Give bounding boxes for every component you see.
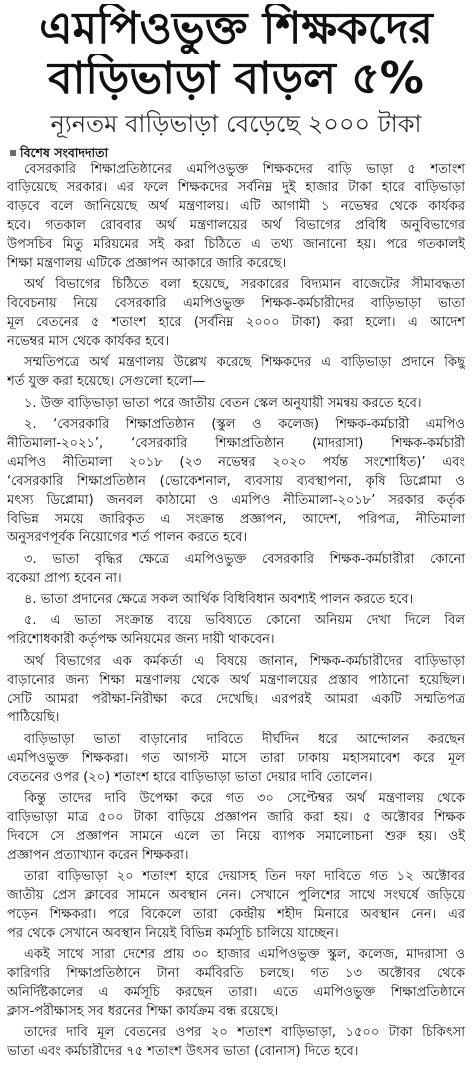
text-line: অর্থ বিভাগের এক কর্মকর্তা এ বিষয়ে জানান, শিক্ষক-কর্মচারীদের বাড়িভাড়া: [24, 653, 465, 669]
headline-line: এমপিওভুক্ত শিক্ষকদের: [39, 4, 433, 54]
text-line: কারিগরি শিক্ষাপ্রতিষ্ঠানে টানা কর্মবিরতি চলছে। গত ১৩ অক্টোবর থেকে: [7, 966, 465, 982]
paragraph: [7, 416, 465, 548]
text-line: পড়েন শিক্ষকরা। পরে বিকেলে তারা কেন্দ্রীয় শহীদ মিনারে অবস্থান নেন। এর: [7, 906, 465, 922]
text-line: অনির্দিষ্টকালের এ কর্মসূচি করছেন তারা। এতে এমপিওভুক্ত শিক্ষাপ্রতিষ্ঠানে: [7, 984, 465, 1000]
text-line: বাড়িভাড়া মাত্র ৫০০ টাকা বাড়িয়ে প্রজ্ঞাপন জারি করা হয়। ৫ অক্টোবর শিক্ষক: [7, 809, 465, 825]
subheadline: ন্যূনতম বাড়িভাড়া বেড়েছে ২০০০ টাকা: [50, 110, 422, 138]
text-line: বিভিন্ন সময়ে জারিকৃত এ সংক্রান্ত প্রজ্ঞাপন, আদেশ, পরিপত্র, নীতিমালা: [7, 511, 465, 527]
text-line: সেটি আমরা পরীক্ষা-নিরীক্ষা করে দেখেছি। এরপরই আমরা একটি সম্মতিপত্র: [7, 691, 465, 707]
text-line: মৎস্য ডিপ্লোমা) জনবল কাঠামো ও এমপিও নীতিমালা-২০১৮’ সরকার কর্তৃক: [7, 492, 465, 508]
text-line: ৪. ভাতা প্রদানের ক্ষেত্রে সকল আর্থিক বিধিবিধান অবশ্যই পালন করতে হবে।: [24, 592, 414, 608]
text-line: অনুসরণপূর্বক নিয়োগের শর্ত পালন করতে হবে।: [7, 530, 248, 546]
text-line: বিবেচনায় নিয়ে বেসরকারি এমপিওভুক্ত শিক্ষক-কর্মচারীদের বাড়িভাড়া ভাতা: [7, 296, 465, 312]
text-line: একই সাথে সারা দেশের প্রায় ৩০ হাজার এমপিওভুক্ত স্কুল, কলেজ, মাদরাসা ও: [24, 947, 465, 963]
paragraph: [7, 790, 465, 866]
paragraph: [7, 276, 465, 352]
text-line: নভেম্বর মাস থেকে কার্যকর হবে।: [7, 334, 170, 350]
paragraph: [7, 161, 465, 274]
text-line: কিন্তু তাদের দাবি উপেক্ষা করে গত ৩০ সেপ্টেম্বর অর্থ মন্ত্রণালয় থেকে: [24, 791, 465, 806]
text-line: জাতীয় প্রেস ক্লাবের সামনে অবস্থান নেন। সেখানে পুলিশের সাথে সংঘর্ষে জড়িয়ে: [7, 887, 465, 903]
text-line: ‘বেসরকারি শিক্ষাপ্রতিষ্ঠান (ভোকেশনাল, ব্যবসায় ব্যবস্থাপনা, কৃষি ডিপ্লোমা ও: [7, 473, 465, 489]
text-line: নীতিমালা-২০২১’, ‘বেসরকারি শিক্ষাপ্রতিষ্ঠান (মাদরাসা) শিক্ষক-কর্মচারী: [7, 435, 465, 451]
square-bullet-icon: [10, 150, 16, 156]
article-body: [7, 161, 465, 1065]
byline-text: বিশেষ সংবাদদাতা: [20, 145, 109, 160]
text-line: বাড়ানোর জন্য শিক্ষা মন্ত্রণালয় থেকে অর্থ মন্ত্রণালয়ের প্রস্তাব পাঠানো হয়েছিল।: [7, 672, 465, 688]
text-line: বাড়বে বলে জানিয়েছে অর্থ মন্ত্রণালয়। এটি আগামী ১ নভেম্বর থেকে কার্যকর: [7, 199, 465, 215]
text-line: ২. ‘বেসরকারি শিক্ষাপ্রতিষ্ঠান (স্কুল ও কলেজ) শিক্ষক-কর্মচারী এমপিও: [24, 417, 465, 433]
text-line: দিবসে সে প্রজ্ঞাপন সামনে এলে তা নিয়ে ব্যাপক সমালোচনা শুরু হয়। ওই: [7, 828, 465, 844]
text-line: অর্থ বিভাগের চিঠিতে বলা হয়েছে, সরকারের বিদ্যমান বাজেটের সীমাবদ্ধতা: [24, 277, 465, 293]
paragraph: [7, 731, 465, 788]
paragraph: [7, 1024, 465, 1062]
text-line: বকেয়া প্রাপ্য হবেন না।: [7, 570, 122, 586]
text-line: হবে। গতকাল রোববার অর্থ মন্ত্রণালয়ের অর্থ বিভাগের প্রবিধি অনুবিভাগের: [7, 218, 465, 234]
text-line: শর্ত যুক্ত করা হয়েছে। সেগুলো হলো—: [7, 374, 206, 390]
text-line: বেসরকারি শিক্ষাপ্রতিষ্ঠানের এমপিওভুক্ত শিক্ষকদের বাড়ি ভাড়া ৫ শতাংশ: [24, 161, 465, 177]
paragraph: [7, 653, 465, 729]
text-line: পর থেকে সেখানে অবস্থান নিয়েই বিভিন্ন কর্মসূচি চালিয়ে যাচ্ছেন।: [7, 925, 339, 941]
byline: [10, 144, 108, 162]
paragraph: [7, 868, 465, 944]
text-line: ১. উক্ত বাড়িভাড়া ভাতা পরে জাতীয় বেতন স্কেল অনুযায়ী সমন্বয় করতে হবে।: [24, 395, 422, 411]
text-line: ৫. এ ভাতা সংক্রান্ত ব্যয়ে ভবিষ্যতে কোনো অনিয়ম দেখা দিলে বিল: [24, 613, 465, 629]
text-line: ৩. ভাতা বৃদ্ধির ক্ষেত্রে এমপিওভুক্ত বেসরকারি শিক্ষক-কর্মচারীরা কোনো: [24, 551, 465, 567]
paragraph: [7, 591, 465, 610]
text-line: ক্লাস-পরীক্ষাসহ সব ধরনের শিক্ষা কার্যক্রম বন্ধ রয়েছে।: [7, 1003, 279, 1019]
text-line: সম্মতিপত্রে অর্থ মন্ত্রণালয় উল্লেখ করেছে শিক্ষকদের এ বাড়িভাড়া প্রদানে কিছু: [24, 355, 465, 371]
text-line: শিক্ষা মন্ত্রণালয় এটিকে প্রজ্ঞাপন আকারে জারি করেছে।: [7, 255, 287, 271]
text-line: তাদের দাবি মূল বেতনের ওপর ২০ শতাংশ বাড়িভাড়া, ১৫০০ টাকা চিকিৎসা: [24, 1025, 465, 1041]
text-line: বাড়িভাড়া ভাতা বাড়ানোর দাবিতে দীর্ঘদিন ধরে আন্দোলন করছেন: [24, 731, 465, 747]
paragraph: [7, 612, 465, 650]
text-line: প্রজ্ঞাপন প্রত্যাখ্যান করেন শিক্ষকরা।: [7, 847, 189, 863]
text-line: তারা বাড়িভাড়া ২০ শতাংশ হারে দেয়াসহ তিন দফা দাবিতে গত ১২ অক্টোবর: [24, 869, 465, 885]
headline-line: বাড়িভাড়া বাড়ল ৫%: [48, 54, 424, 104]
paragraph: [7, 354, 465, 392]
text-line: ভাতা এবং কর্মচারীদের ৭৫ শতাংশ উৎসব ভাতা (বোনাস) দিতে হবে।: [7, 1044, 359, 1060]
text-line: বেতনের ওপর (২০) শতাংশ হারে বাড়িভাড়া ভাতা দেয়ার দাবি তোলেন।: [7, 769, 373, 785]
text-line: এমপিও নীতিমালা ২০১৮ (২৩ নভেম্বর ২০২০ পর্যন্ত সংশোধিত)’ এবং: [7, 454, 465, 470]
paragraph: [7, 395, 465, 414]
text-line: পরিশোধকারী কর্তৃপক্ষ অনিয়মের জন্য দায়ী থাকবেন।: [7, 632, 275, 648]
text-line: এমপিওভুক্ত শিক্ষকরা। গত আগস্ট মাসে তারা ঢাকায় মহাসমাবেশ করে মূল: [7, 750, 465, 766]
paragraph: [7, 551, 465, 589]
paragraph: [7, 946, 465, 1022]
text-line: বাড়িয়েছে সরকার। এর ফলে শিক্ষকদের সর্বনিম্ন দুই হাজার টাকা হারে বাড়িভাড়া: [7, 180, 465, 196]
text-line: পাঠিয়েছি।: [7, 710, 60, 726]
text-line: উপসচিব মিতু মরিয়মের সই করা চিঠিতে এ তথ্য জানানো হয়। পরে গতকালই: [7, 237, 465, 253]
text-line: মূল বেতনের ৫ শতাংশ হারে (সর্বনিম্ন ২০০০ টাকা) করা হলো। এ আদেশ: [7, 315, 465, 331]
